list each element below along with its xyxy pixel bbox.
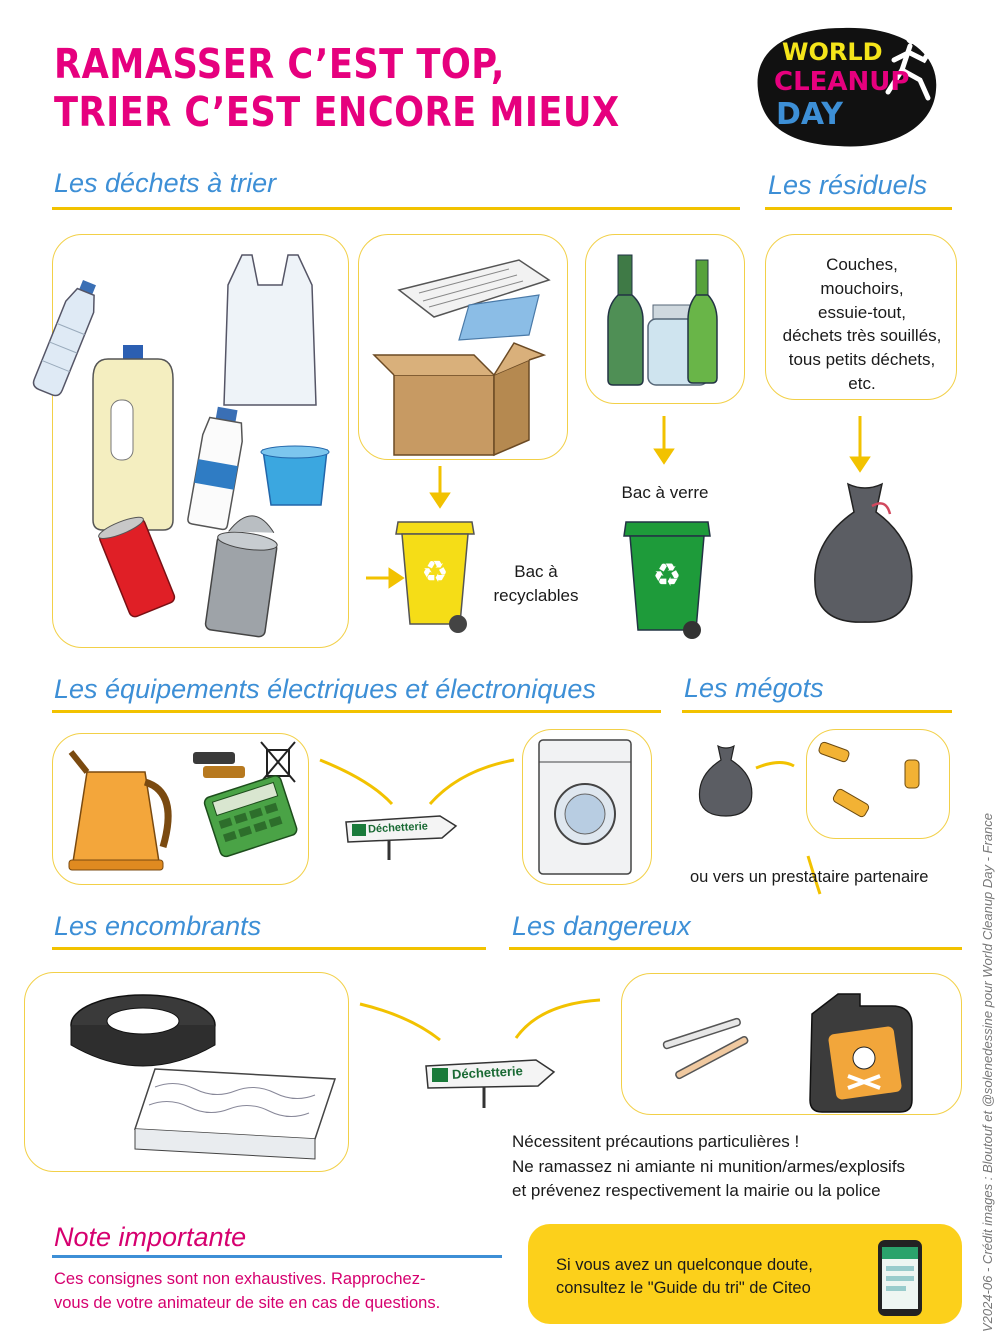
dechetterie-sign-icon: [344, 812, 459, 862]
washing-machine-icon: [539, 740, 631, 874]
section-title-dangereux: Les dangereux: [512, 911, 691, 941]
section-divider: [682, 710, 952, 713]
card-gros-electromenager: [522, 729, 652, 885]
dangereux-warning-line-2: Ne ramassez ni amiante ni munition/armes/explosifs: [512, 1156, 906, 1176]
section-divider: [52, 947, 486, 950]
megots-caption: ou vers un prestataire partenaire: [690, 868, 929, 886]
residuels-description: Couches, mouchoirs, essuie-tout, déchets très souillés, tous petits déchets, etc.: [782, 255, 942, 393]
dangereux-warning-line-3: et prévenez respectivement la mairie ou la police: [512, 1181, 881, 1201]
toxic-canister-icon: [810, 994, 912, 1112]
card-dangereux: [621, 973, 962, 1115]
svg-text:WORLD: WORLD: [782, 38, 883, 66]
smartphone-icon: [876, 1238, 926, 1320]
section-title-encombrants: Les encombrants: [54, 911, 262, 941]
cigarette-butt-icon: [818, 741, 919, 818]
kettle-icon: [69, 752, 168, 870]
citeo-help-line-1: Si vous avez un quelconque doute,: [556, 1256, 813, 1274]
note-divider: [52, 1255, 502, 1258]
dechetterie-sign-text: Déchetterie: [451, 1063, 524, 1082]
mattress-icon: [135, 1069, 335, 1159]
card-petits-appareils: [52, 733, 309, 885]
svg-text:♻: ♻: [652, 556, 682, 594]
dangereux-warning: [512, 1130, 905, 1204]
note-text-line-1: Ces consignes sont non exhaustives. Rapprochez-: [54, 1270, 426, 1288]
bin-verre-label: Bac à verre: [621, 483, 709, 502]
dangereux-warning-line-1: Nécessitent précautions particulières !: [512, 1132, 800, 1151]
image-credit: V2024-06 - Crédit images : Bloutouf et @solenedessine pour World Cleanup Day - France: [980, 812, 995, 1332]
citeo-help-text: [556, 1254, 813, 1300]
syringe-icon: [663, 1018, 749, 1080]
note-text: [54, 1268, 440, 1316]
tire-icon: [71, 995, 215, 1066]
bin-recyclables-label: Bac à recyclables: [493, 562, 579, 605]
section-title-megots: Les mégots: [684, 673, 824, 703]
note-title: Note importante: [54, 1222, 247, 1252]
note-text-line-2: vous de votre animateur de site en cas de questions.: [54, 1293, 441, 1312]
section-title-electriques: Les équipements électriques et électroniques: [54, 674, 596, 704]
svg-text:♻: ♻: [421, 555, 449, 590]
page-title-line-2: TRIER C’EST ENCORE MIEUX: [54, 88, 620, 136]
card-encombrants: [24, 972, 349, 1172]
section-title-dechets-a-trier: Les déchets à trier: [54, 168, 277, 198]
dechetterie-sign-text: Déchetterie: [367, 820, 429, 836]
green-glass-bin-icon: [624, 514, 714, 644]
svg-text:DAY: DAY: [776, 97, 843, 132]
dechetterie-sign-icon: [424, 1054, 559, 1110]
svg-text:CLEANUP: CLEANUP: [774, 67, 910, 97]
citeo-help-line-2: consultez le "Guide du tri" de Citeo: [556, 1279, 811, 1298]
trash-bag-icon: [810, 484, 920, 624]
calculator-icon: [203, 774, 298, 858]
yellow-recycling-bin-icon: [396, 512, 478, 638]
page-title-line-1: RAMASSER C’EST TOP,: [54, 40, 505, 88]
section-divider: [509, 947, 962, 950]
section-title-residuels: Les résiduels: [768, 170, 928, 200]
citeo-help-box: [528, 1224, 962, 1324]
small-trash-bag-icon: [699, 746, 751, 816]
card-megots: [806, 729, 950, 839]
section-divider: [52, 710, 661, 713]
batteries-icon: [193, 752, 245, 778]
